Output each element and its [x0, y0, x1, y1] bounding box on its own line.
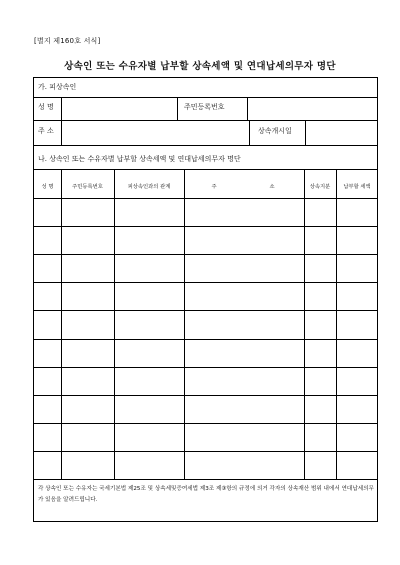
table-cell[interactable] [62, 396, 113, 422]
divider [34, 479, 377, 480]
table-cell[interactable] [35, 255, 60, 281]
decedent-resident-no-field[interactable] [248, 98, 376, 120]
table-cell[interactable] [35, 283, 60, 309]
table-cell[interactable] [305, 340, 335, 366]
legal-footnote: 각 상속인 또는 수유자는 국세기본법 제25조 및 상속세및증여세법 제3조 제③항의 규정에 의거 각자의 상속재산 범위 내에서 연대납세의무가 있음을 알려드립니다. [38, 486, 374, 503]
form-title: 상속인 또는 수유자별 납부할 상속세액 및 연대납세의무자 명단 [64, 61, 336, 72]
table-cell[interactable] [115, 311, 183, 337]
table-cell[interactable] [35, 311, 60, 337]
decedent-resident-no-label: 주민등록번호 [184, 103, 225, 111]
column-header-tax-amount: 납부할 세액 [343, 184, 371, 190]
table-cell[interactable] [185, 396, 303, 422]
divider [34, 145, 377, 146]
table-cell[interactable] [337, 255, 376, 281]
section-b-heading: 나. 상속인 또는 수유자별 납부할 상속세액 및 연대납세의무자 명단 [38, 155, 241, 163]
table-cell[interactable] [185, 424, 303, 450]
decedent-name-field[interactable] [62, 98, 176, 120]
table-cell[interactable] [185, 227, 303, 253]
table-cell[interactable] [305, 227, 335, 253]
table-cell[interactable] [35, 227, 60, 253]
table-cell[interactable] [337, 396, 376, 422]
decedent-address-label: 주 소 [38, 127, 54, 135]
table-cell[interactable] [305, 368, 335, 394]
table-cell[interactable] [35, 368, 60, 394]
table-cell[interactable] [62, 227, 113, 253]
table-cell[interactable] [337, 424, 376, 450]
form-frame [33, 77, 378, 522]
table-cell[interactable] [62, 255, 113, 281]
table-cell[interactable] [337, 452, 376, 478]
table-cell[interactable] [115, 255, 183, 281]
decedent-name-label: 성 명 [38, 103, 54, 111]
divider [249, 120, 250, 145]
form-number: [별지 제160호 서식] [34, 37, 101, 45]
table-cell[interactable] [62, 283, 113, 309]
table-cell[interactable] [115, 368, 183, 394]
table-cell[interactable] [337, 368, 376, 394]
table-cell[interactable] [35, 396, 60, 422]
table-cell[interactable] [62, 311, 113, 337]
table-cell[interactable] [337, 227, 376, 253]
inheritance-start-label: 상속개시일 [258, 127, 292, 135]
table-cell[interactable] [185, 255, 303, 281]
table-cell[interactable] [35, 340, 60, 366]
table-cell[interactable] [62, 199, 113, 225]
table-cell[interactable] [305, 452, 335, 478]
column-header-share: 상속지분 [309, 184, 331, 190]
table-cell[interactable] [305, 396, 335, 422]
column-header-address-1: 주 [211, 184, 217, 190]
table-cell[interactable] [115, 227, 183, 253]
table-cell[interactable] [62, 424, 113, 450]
divider [34, 169, 377, 170]
table-cell[interactable] [185, 283, 303, 309]
table-cell[interactable] [62, 452, 113, 478]
table-cell[interactable] [185, 340, 303, 366]
table-cell[interactable] [185, 452, 303, 478]
divider [177, 97, 178, 120]
table-cell[interactable] [337, 311, 376, 337]
table-cell[interactable] [305, 283, 335, 309]
table-cell[interactable] [115, 199, 183, 225]
table-cell[interactable] [305, 424, 335, 450]
table-cell[interactable] [337, 340, 376, 366]
table-cell[interactable] [62, 340, 113, 366]
column-header-resident-no: 주민등록번호 [72, 184, 103, 190]
table-cell[interactable] [115, 396, 183, 422]
table-cell[interactable] [115, 283, 183, 309]
table-cell[interactable] [337, 199, 376, 225]
table-cell[interactable] [185, 368, 303, 394]
section-a-heading: 가. 피상속인 [38, 83, 77, 91]
table-cell[interactable] [185, 311, 303, 337]
column-header-relation: 피상속인과의 관계 [127, 184, 171, 190]
decedent-address-field[interactable] [62, 121, 248, 145]
table-cell[interactable] [185, 199, 303, 225]
column-header-name: 성 명 [41, 184, 54, 190]
table-cell[interactable] [35, 199, 60, 225]
inheritance-start-date-field[interactable] [306, 121, 376, 145]
table-cell[interactable] [305, 311, 335, 337]
table-cell[interactable] [35, 452, 60, 478]
table-cell[interactable] [62, 368, 113, 394]
table-cell[interactable] [115, 452, 183, 478]
table-cell[interactable] [115, 424, 183, 450]
table-cell[interactable] [115, 340, 183, 366]
table-cell[interactable] [35, 424, 60, 450]
column-header-address-2: 소 [269, 184, 275, 190]
table-cell[interactable] [305, 199, 335, 225]
table-cell[interactable] [305, 255, 335, 281]
table-cell[interactable] [337, 283, 376, 309]
